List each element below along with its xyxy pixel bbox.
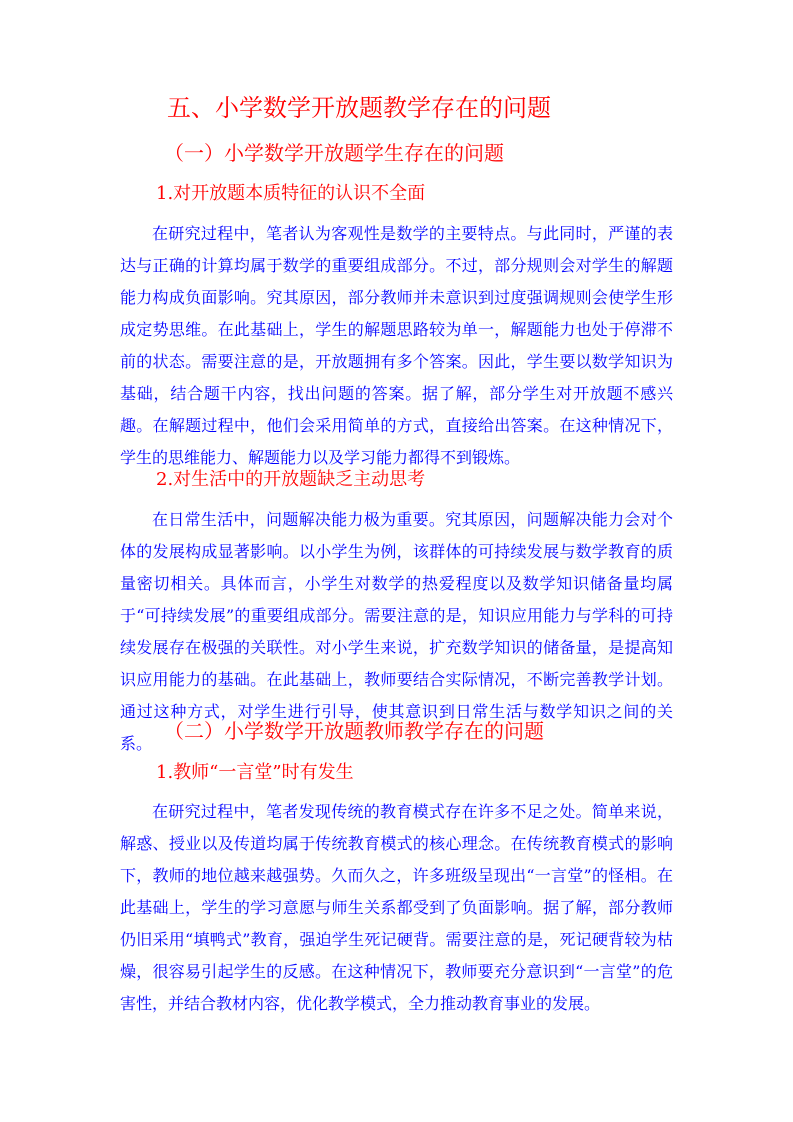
subsection-2-1-heading: 1.教师“一言堂”时有发生 — [156, 762, 354, 783]
document-title: 五、小学数学开放题教学存在的问题 — [167, 94, 551, 122]
subsection-1-1-heading: 1.对开放题本质特征的认识不全面 — [156, 183, 426, 204]
section-2-heading: （二）小学数学开放题教师教学存在的问题 — [164, 719, 544, 743]
subsection-1-1-paragraph: 在研究过程中，笔者认为客观性是数学的主要特点。与此同时，严谨的表达与正确的计算均属于数学的重要组成部分。不过，部分规则会对学生的解题能力构成负面影响。究其原因，部分教师并未意识到过度强调规则会使学生形成定势思维。在此基础上，学生的解题思路较为单一，解题能力也处于停滞不前的状态。需要注意的是，开放题拥有多个答案。因此，学生要以数学知识为基础，结合题干内容，找出问题的答案。据了解，部分学生对开放题不感兴趣。在解题过程中，他们会采用简单的方式，直接给出答案。在这种情况下，学生的思维能力、解题能力以及学习能力都得不到锻炼。 — [120, 224, 673, 467]
subsection-2-1-paragraph: 在研究过程中，笔者发现传统的教育模式存在许多不足之处。简单来说，解惑、授业以及传道均属于传统教育模式的核心理念。在传统教育模式的影响下，教师的地位越来越强势。久而久之，许多班级呈现出“一言堂”的怪相。在此基础上，学生的学习意愿与师生关系都受到了负面影响。据了解，部分教师仍旧采用“填鸭式”教育，强迫学生死记硬背。需要注意的是，死记硬背较为枯燥，很容易引起学生的反感。在这种情况下，教师要充分意识到“一言堂”的危害性，并结合教材内容，优化教学模式，全力推动教育事业的发展。 — [120, 802, 673, 1013]
section-1-heading: （一）小学数学开放题学生存在的问题 — [164, 141, 504, 165]
subsection-1-2-heading: 2.对生活中的开放题缺乏主动思考 — [156, 469, 426, 490]
subsection-1-2-paragraph: 在日常生活中，问题解决能力极为重要。究其原因，问题解决能力会对个体的发展构成显著影响。以小学生为例，该群体的可持续发展与数学教育的质量密切相关。具体而言，小学生对数学的热爱程度以及数学知识储备量均属于“可持续发展”的重要组成部分。需要注意的是，知识应用能力与学科的可持续发展存在极强的关联性。对小学生来说，扩充数学知识的储备量，是提高知识应用能力的基础。在此基础上，教师要结合实际情况，不断完善教学计划。通过这种方式，对学生进行引导，使其意识到日常生活与数学知识之间的关系。 — [120, 510, 673, 753]
